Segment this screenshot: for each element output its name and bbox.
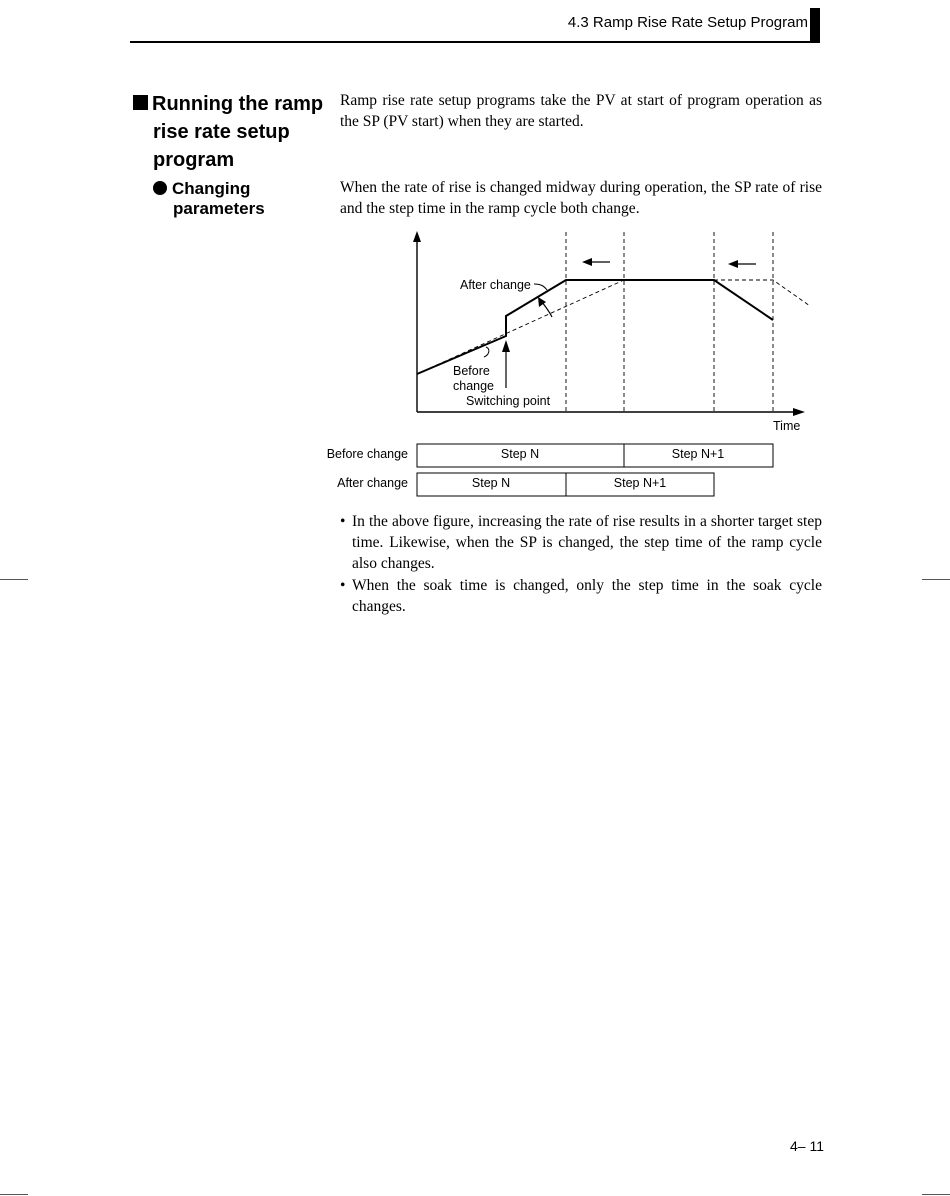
after-step-n-label: Step N — [471, 476, 511, 490]
changing-parameters-paragraph: When the rate of rise is changed midway during operation, the SP rate of rise and the step time in the ramp cycle both change. — [340, 179, 822, 217]
before-change-profile — [417, 280, 810, 374]
after-change-step-bar — [417, 473, 714, 496]
section-heading-line-3: program — [153, 149, 235, 171]
after-change-profile — [417, 280, 773, 374]
after-change-leader — [534, 284, 547, 290]
after-step-n1-label: Step N+1 — [613, 476, 667, 490]
subsection-heading-line-2: parameters — [173, 199, 265, 218]
notes-list — [340, 511, 822, 618]
circle-bullet-icon — [153, 181, 167, 195]
x-axis — [417, 408, 805, 416]
step-boundary-lines — [566, 232, 773, 412]
list-item — [340, 511, 822, 574]
change-label: change — [453, 379, 495, 393]
switching-point-arrow — [502, 340, 510, 388]
crop-mark-right — [922, 579, 950, 580]
header-rule — [130, 41, 820, 43]
section-heading-line-2: rise rate setup — [153, 121, 290, 143]
bullet-mark: • — [340, 577, 346, 594]
subsection-heading — [153, 179, 343, 219]
square-bullet-icon — [133, 95, 148, 110]
ramp-rate-diagram — [300, 228, 840, 518]
before-step-n-label: Step N — [500, 447, 540, 461]
page-number: 4– 11 — [790, 1138, 824, 1154]
section-heading-line-1: Running the ramp — [152, 93, 324, 115]
time-axis-label: Time — [773, 419, 801, 433]
switching-point-label: Switching point — [466, 394, 551, 408]
after-change-label: After change — [460, 278, 531, 292]
running-header: 4.3 Ramp Rise Rate Setup Program — [567, 14, 808, 31]
before-step-n1-label: Step N+1 — [671, 447, 725, 461]
intro-paragraph: Ramp rise rate setup programs take the PV at start of program operation as the SP (PV start) when they are started. — [340, 92, 822, 130]
bullet-mark: • — [340, 513, 346, 530]
crop-mark-bottom-right — [922, 1194, 950, 1195]
after-change-row-label: After change — [337, 476, 408, 490]
before-change-row-label: Before change — [326, 447, 408, 461]
note-soak-time: When the soak time is changed, only the step time in the soak cycle changes. — [352, 577, 822, 615]
shift-left-arrows — [582, 258, 756, 268]
before-change-leader — [484, 347, 489, 357]
note-rate-of-rise: In the above figure, increasing the rate of rise results in a shorter target step time. Likewise, when the SP is changed, the step time of the ramp cycle also changes. — [352, 513, 822, 572]
rate-increase-arrow — [538, 297, 552, 317]
before-label: Before — [453, 364, 490, 378]
list-item — [340, 575, 822, 617]
crop-mark-left — [0, 579, 28, 580]
header-tab-marker — [810, 8, 820, 43]
crop-mark-bottom-left — [0, 1194, 28, 1195]
y-axis — [413, 231, 421, 412]
section-heading — [133, 90, 333, 174]
subsection-heading-line-1: Changing — [172, 179, 251, 198]
